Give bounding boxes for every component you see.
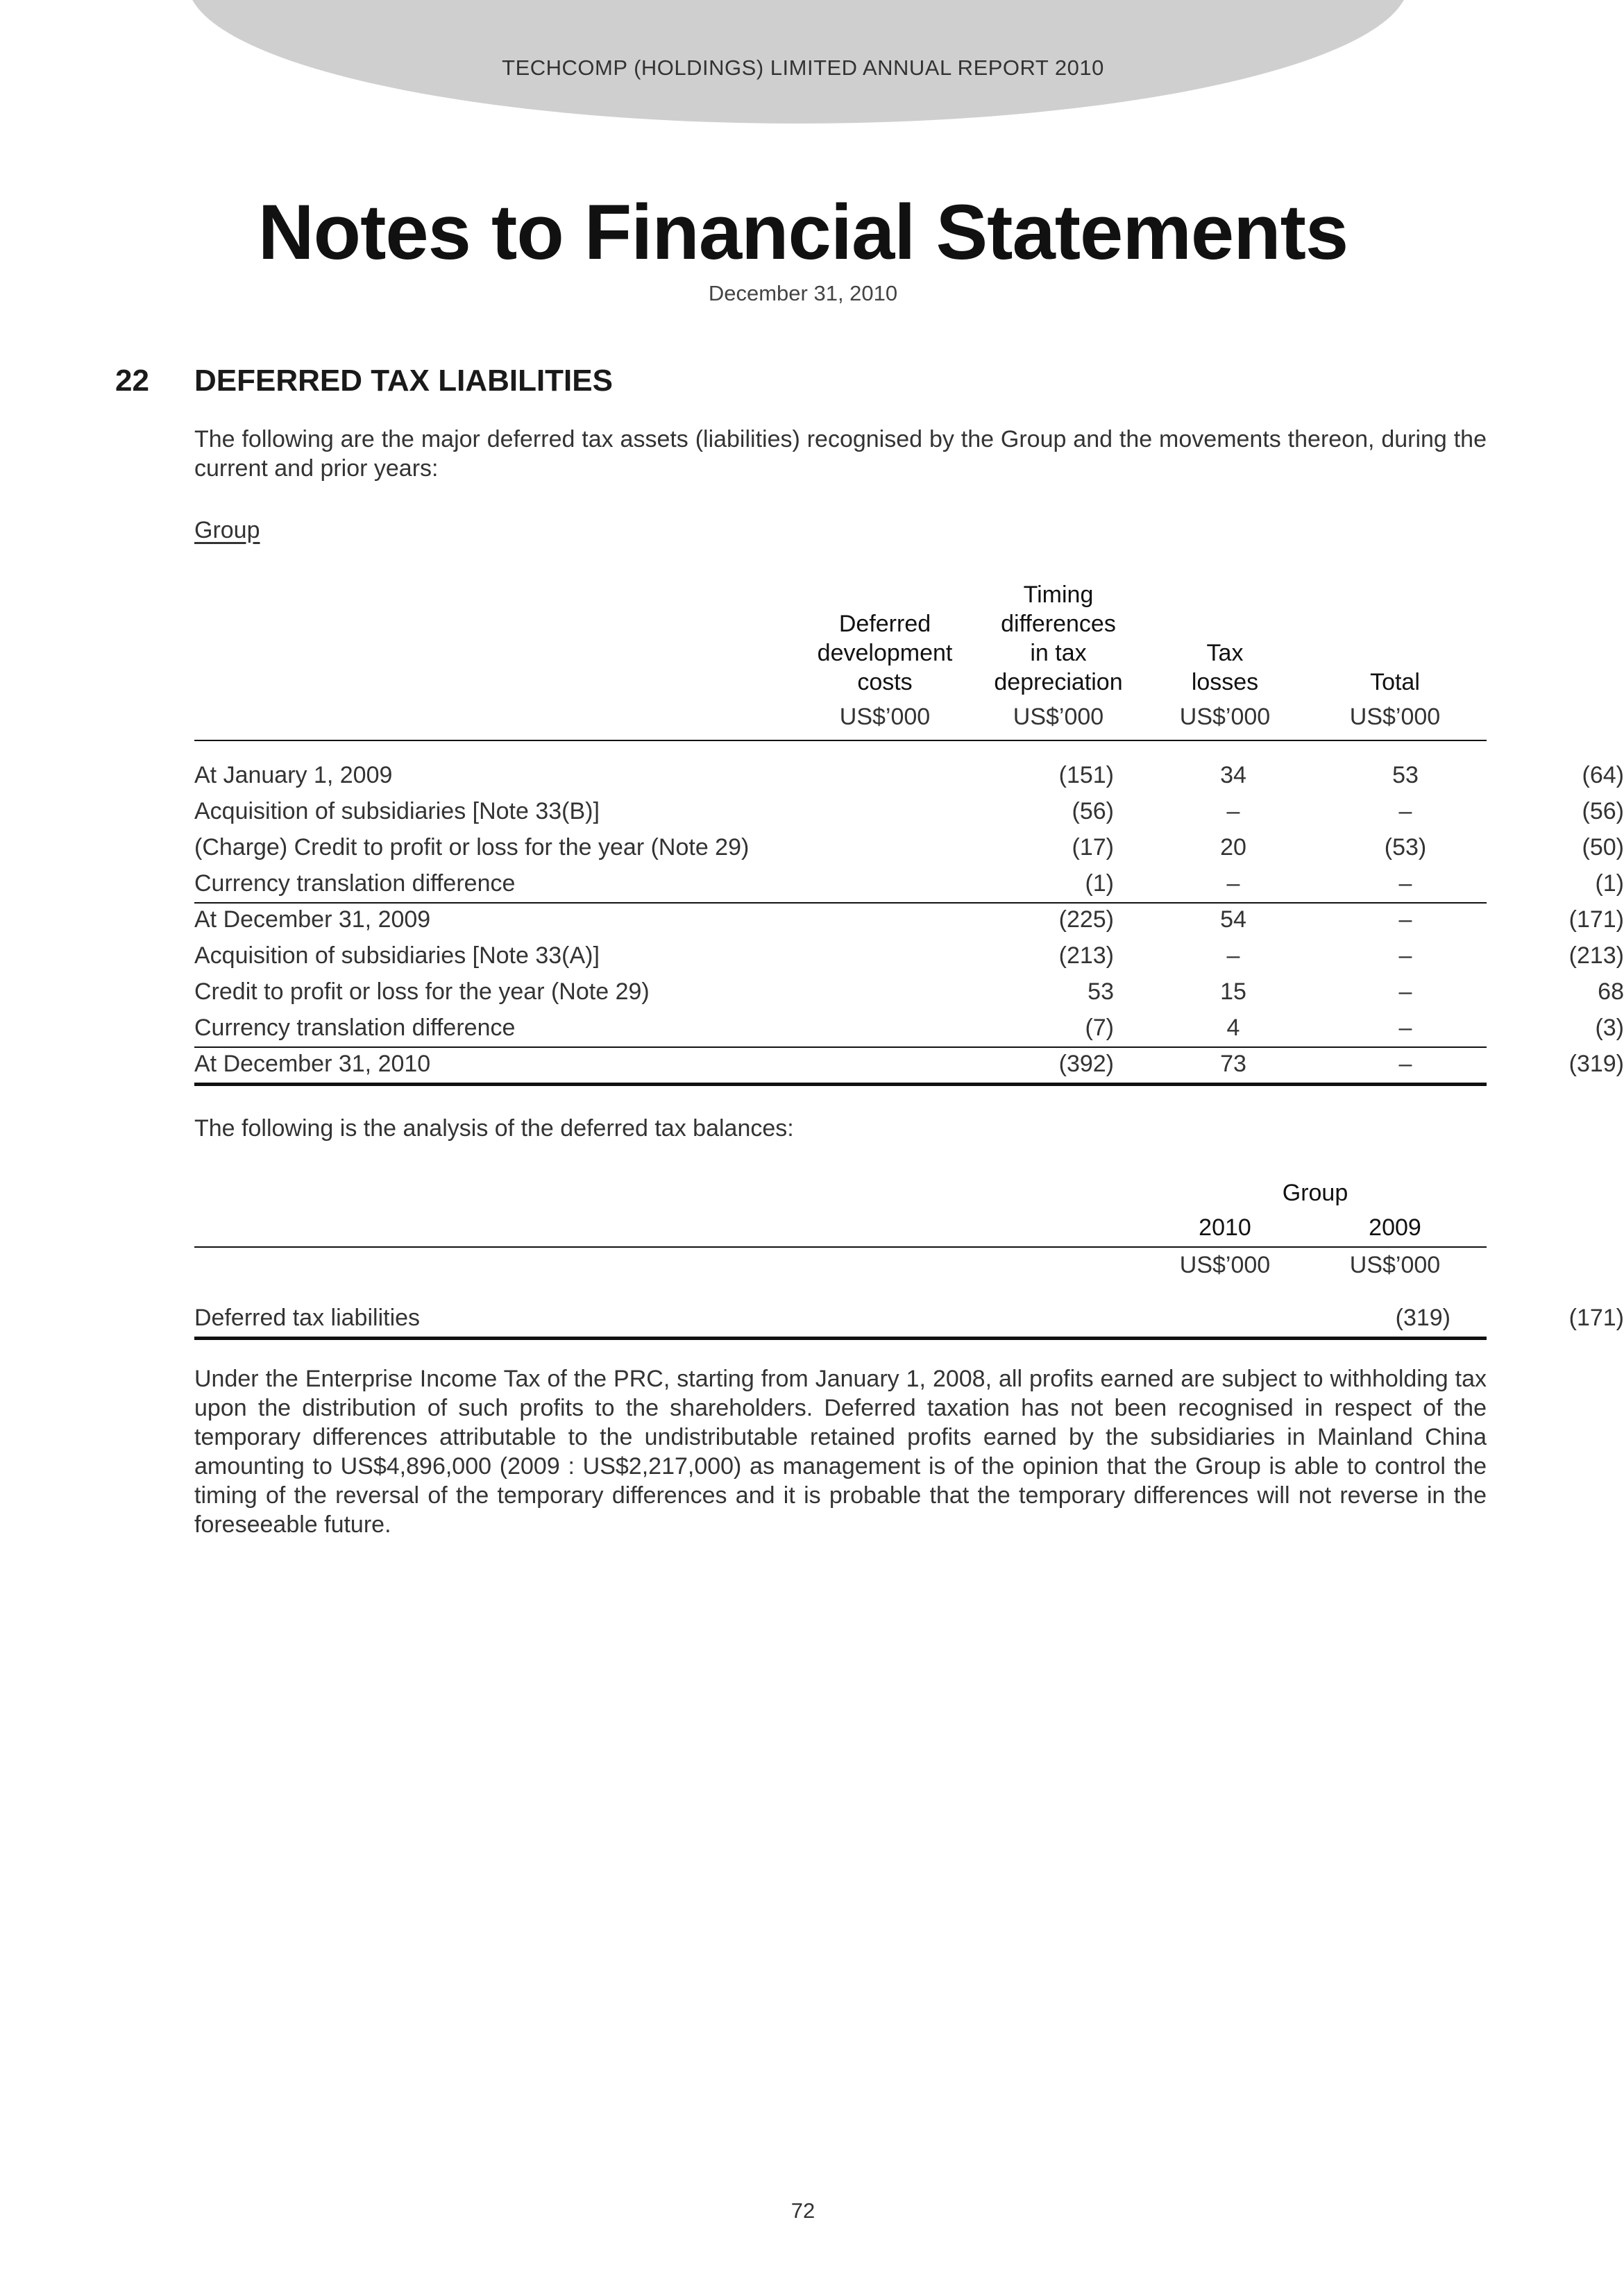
cell-timing-differences: 73 — [1220, 1051, 1246, 1077]
analysis-intro: The following is the analysis of the deferred tax balances: — [194, 1115, 794, 1142]
cell-deferred-development: (56) — [1072, 798, 1114, 824]
cell-total: (56) — [1582, 798, 1624, 824]
cell-tax-losses: (53) — [1384, 834, 1427, 861]
column-header-line: Timing — [1023, 582, 1094, 608]
cell-timing-differences: 15 — [1220, 978, 1246, 1005]
cell-total: (213) — [1568, 942, 1624, 969]
analysis-header-rule — [194, 1246, 1487, 1248]
cell-timing-differences: – — [1226, 870, 1240, 897]
unit-label: US$’000 — [1179, 1252, 1271, 1278]
table-total-rule — [194, 1083, 1487, 1086]
column-header-line: development — [817, 640, 953, 666]
unit-label: US$’000 — [1179, 704, 1271, 730]
table-row — [194, 1051, 1624, 1087]
report-title: TECHCOMP (HOLDINGS) LIMITED ANNUAL REPORT 2010 — [502, 56, 1104, 80]
unit-label: US$’000 — [1013, 704, 1104, 730]
page-title: Notes to Financial Statements — [257, 189, 1348, 275]
table-row — [194, 978, 1624, 1015]
subtotal-rule — [194, 902, 1487, 904]
unit-label: US$’000 — [1349, 1252, 1441, 1278]
section-number: 22 — [115, 364, 149, 398]
cell-timing-differences: 20 — [1220, 834, 1246, 861]
cell-tax-losses: – — [1398, 870, 1412, 897]
column-header-deferred-development-costs — [798, 609, 972, 697]
cell-deferred-development: (225) — [1058, 906, 1114, 933]
cell-tax-losses: – — [1398, 942, 1412, 969]
row-label: Acquisition of subsidiaries [Note 33(A)] — [194, 942, 600, 969]
cell-tax-losses: – — [1398, 978, 1412, 1005]
column-header-tax-losses — [1152, 638, 1298, 697]
page-number: 72 — [790, 2198, 815, 2223]
cell-timing-differences: 4 — [1226, 1015, 1240, 1041]
cell-total: (1) — [1595, 870, 1624, 897]
cell-tax-losses: – — [1398, 798, 1412, 824]
table-row — [194, 762, 1624, 798]
row-label: At January 1, 2009 — [194, 762, 393, 788]
table-row — [194, 1015, 1624, 1051]
column-header-line: depreciation — [994, 669, 1123, 695]
column-header-line: differences — [1001, 611, 1116, 637]
table-row — [194, 834, 1624, 870]
row-label: At December 31, 2009 — [194, 906, 431, 933]
row-label: Credit to profit or loss for the year (Note 29) — [194, 978, 650, 1005]
column-header-line: in tax — [1030, 640, 1087, 666]
cell-total: (171) — [1568, 906, 1624, 933]
column-header-timing-differences — [965, 580, 1152, 697]
table-row — [194, 870, 1624, 906]
cell-tax-losses: – — [1398, 1051, 1412, 1077]
cell-deferred-development: (151) — [1058, 762, 1114, 788]
closing-paragraph: Under the Enterprise Income Tax of the PRC, starting from January 1, 2008, all profits earned are subject to withholding tax upon the distribution of such profits to the shareholders. Deferred taxation has not been recognised in respect of the temporary differences attributable to the undistributable retained profits earned by the subsidiaries in Mainland China amounting to US$4,896,000 (2009 : US$2,217,000) as management is of the opinion that the Group is able to control the timing of the reversal of the temporary differences and it is probable that the temporary differences will not reverse in the foreseeable future. — [194, 1366, 1487, 1538]
unit-label: US$’000 — [1349, 704, 1441, 730]
subtotal-rule — [194, 1046, 1487, 1048]
table-row — [194, 906, 1624, 942]
table-row — [194, 942, 1624, 978]
cell-deferred-development: (213) — [1058, 942, 1114, 969]
cell-deferred-development: (392) — [1058, 1051, 1114, 1077]
cell-timing-differences: 34 — [1220, 762, 1246, 788]
row-label: (Charge) Credit to profit or loss for the year (Note 29) — [194, 834, 750, 861]
cell-tax-losses: – — [1398, 1015, 1412, 1041]
table-header-rule — [194, 740, 1487, 741]
page-date: December 31, 2010 — [708, 281, 898, 305]
group-label: Group — [194, 517, 260, 543]
column-header-line: Deferred — [838, 611, 931, 637]
row-label: Deferred tax liabilities — [194, 1305, 421, 1331]
cell-tax-losses: 53 — [1392, 762, 1419, 788]
cell-total: (3) — [1595, 1015, 1624, 1041]
cell-2010: (319) — [1395, 1305, 1450, 1331]
analysis-year-2010: 2010 — [1199, 1214, 1251, 1241]
column-header-total — [1333, 668, 1457, 697]
column-header-line: losses — [1191, 669, 1259, 695]
analysis-year-2009: 2009 — [1369, 1214, 1421, 1241]
cell-total: (64) — [1582, 762, 1624, 788]
column-header-line: Tax — [1206, 640, 1244, 666]
cell-2009: (171) — [1568, 1305, 1624, 1331]
unit-label: US$’000 — [839, 704, 931, 730]
row-label: Currency translation difference — [194, 870, 516, 897]
column-header-line: Total — [1370, 669, 1420, 695]
analysis-row — [194, 1305, 1624, 1341]
table-row — [194, 798, 1624, 834]
cell-deferred-development: 53 — [1088, 978, 1114, 1005]
cell-deferred-development: (7) — [1085, 1015, 1114, 1041]
column-header-line: costs — [857, 669, 913, 695]
cell-deferred-development: (1) — [1085, 870, 1114, 897]
cell-total: 68 — [1598, 978, 1624, 1005]
cell-timing-differences: 54 — [1220, 906, 1246, 933]
cell-timing-differences: – — [1226, 798, 1240, 824]
cell-tax-losses: – — [1398, 906, 1412, 933]
cell-deferred-development: (17) — [1072, 834, 1114, 861]
analysis-total-rule — [194, 1337, 1487, 1340]
section-title: DEFERRED TAX LIABILITIES — [194, 364, 613, 398]
section-intro: The following are the major deferred tax assets (liabilities) recognised by the Group and the movements thereon, during the current and prior years: — [194, 426, 1487, 482]
cell-total: (50) — [1582, 834, 1624, 861]
cell-total: (319) — [1568, 1051, 1624, 1077]
analysis-group-header: Group — [1282, 1180, 1348, 1206]
cell-timing-differences: – — [1226, 942, 1240, 969]
row-label: At December 31, 2010 — [194, 1051, 431, 1077]
row-label: Currency translation difference — [194, 1015, 516, 1041]
row-label: Acquisition of subsidiaries [Note 33(B)] — [194, 798, 600, 824]
